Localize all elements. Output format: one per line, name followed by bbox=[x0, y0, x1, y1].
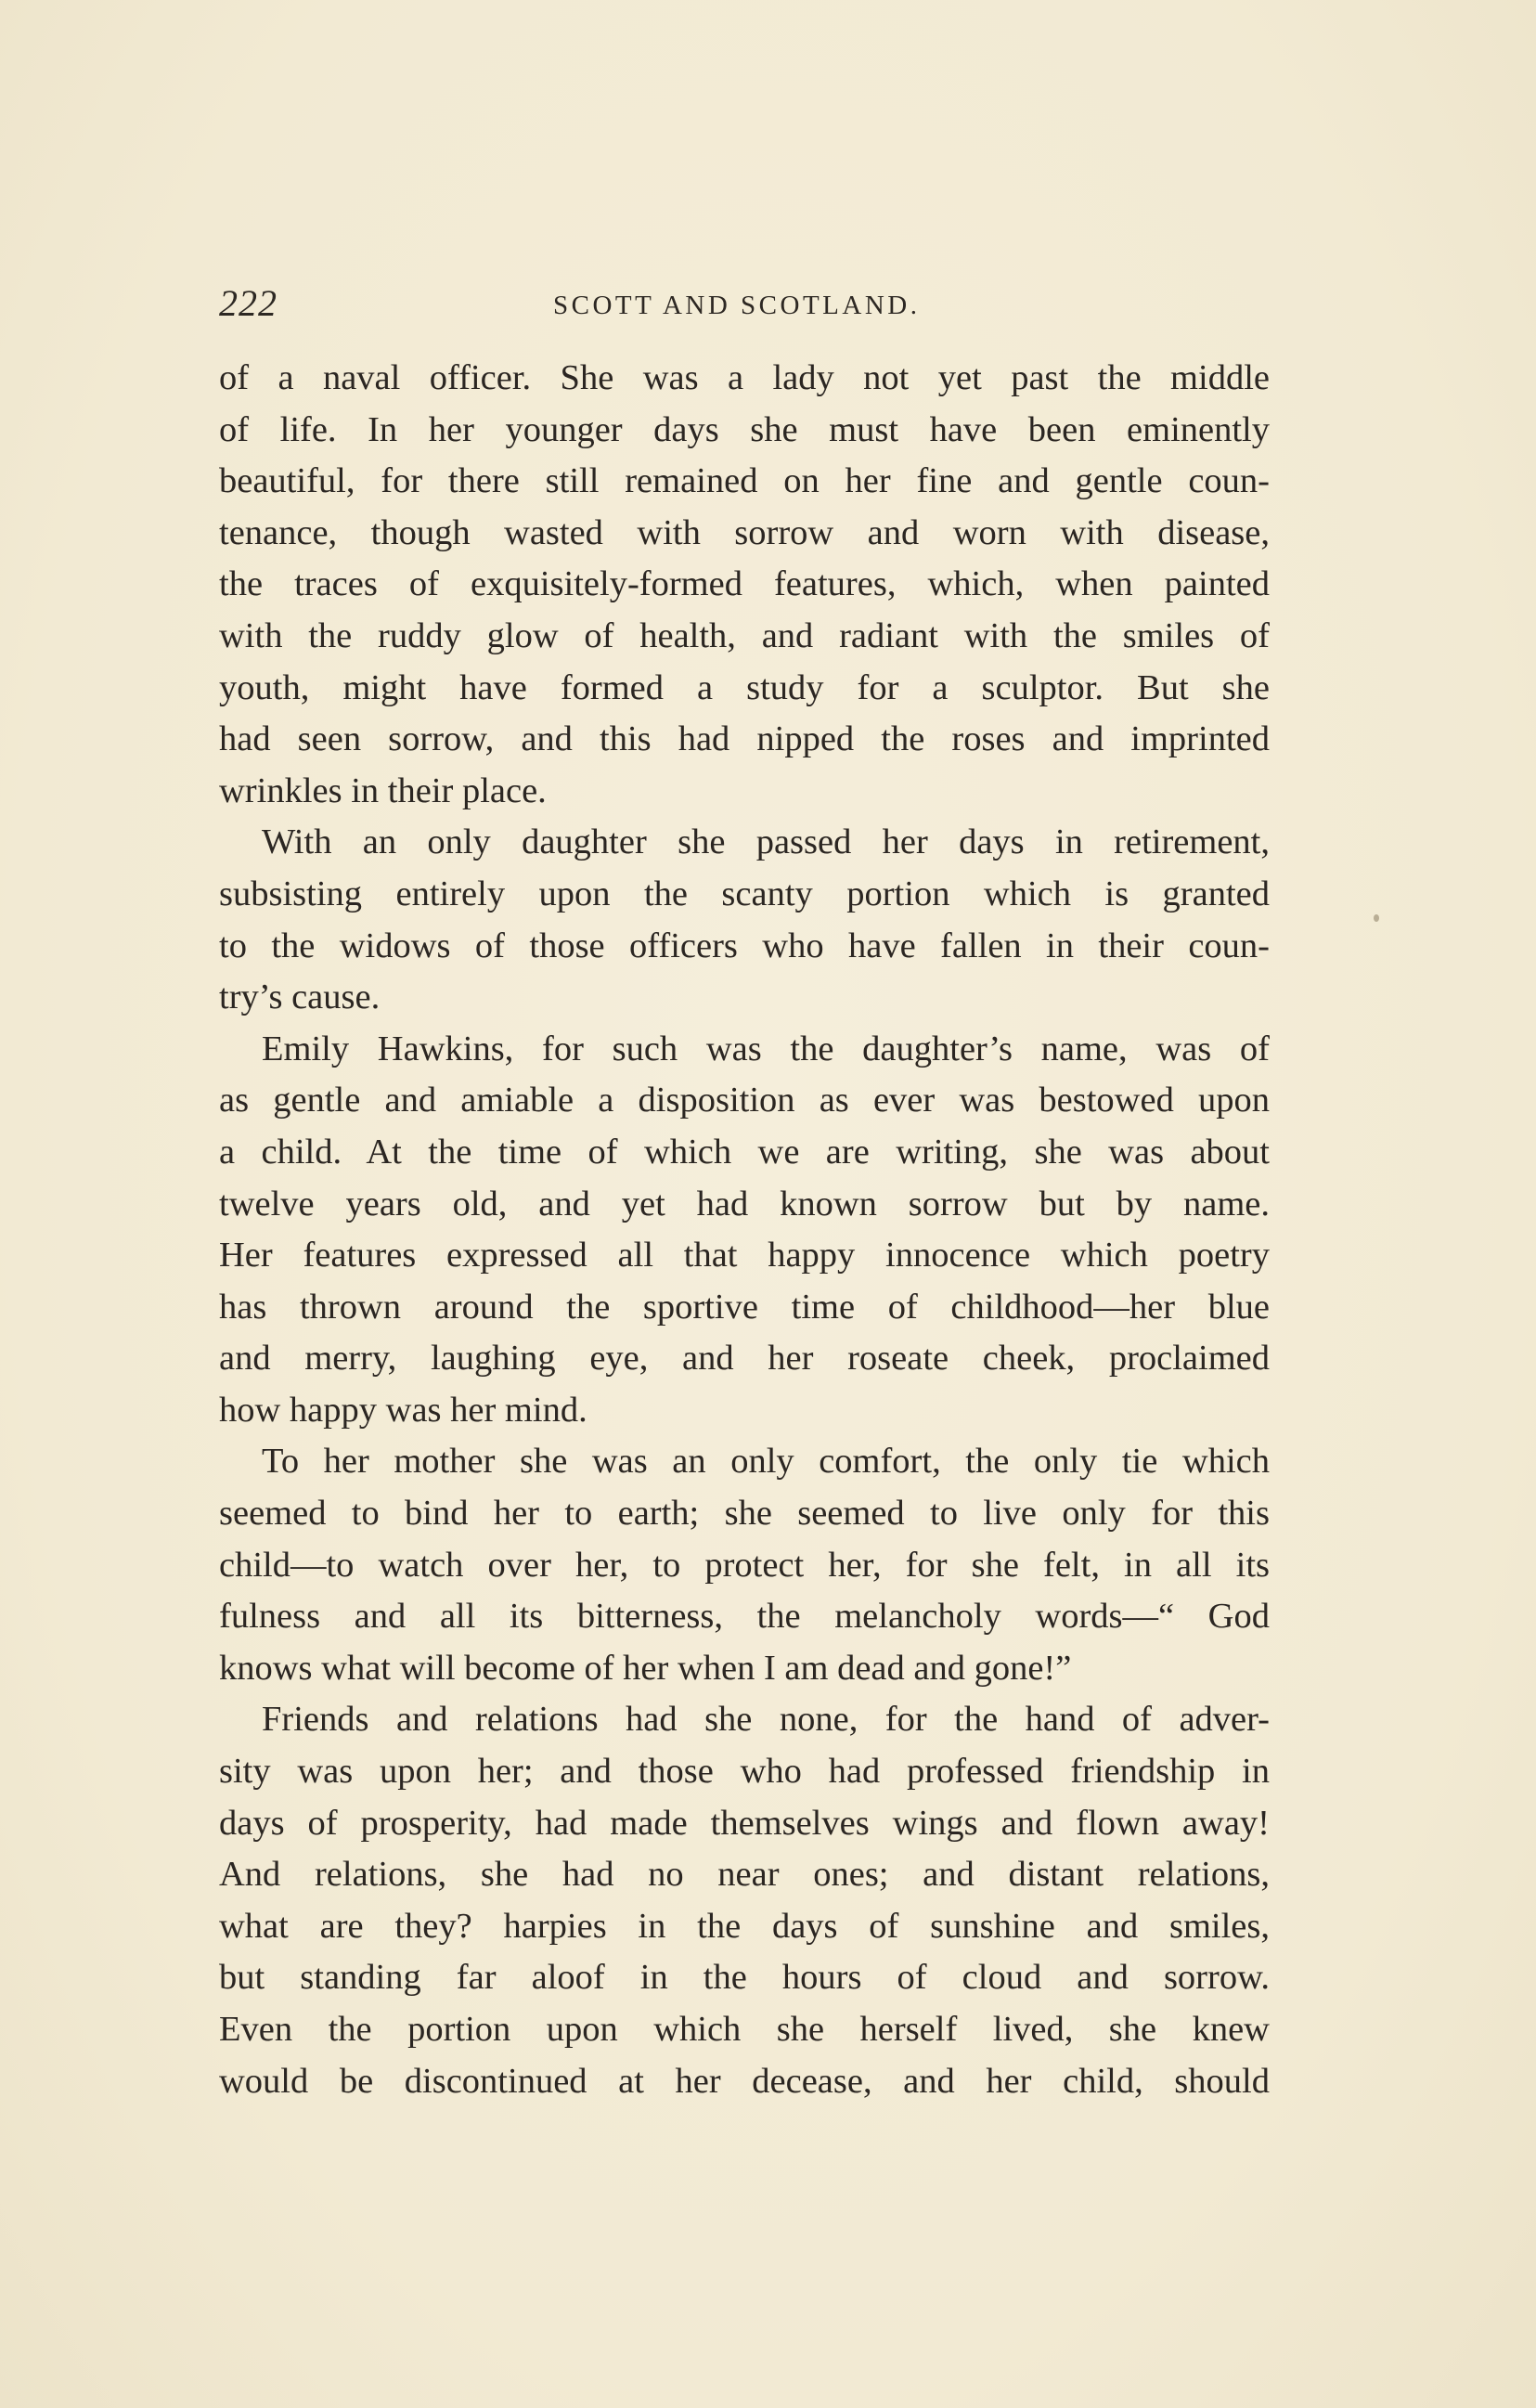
text-line: try’s cause. bbox=[219, 977, 381, 1017]
text-line: beautiful, for there still remained on her fine and gentle coun- bbox=[219, 461, 1270, 501]
page-header bbox=[219, 281, 1268, 337]
text-line: how happy was her mind. bbox=[219, 1390, 587, 1430]
text-line: Friends and relations had she none, for the hand of adver- bbox=[262, 1700, 1270, 1740]
text-line: but standing far aloof in the hours of cloud and sorrow. bbox=[219, 1958, 1270, 1998]
text-line: child—to watch over her, to protect her, for she felt, in all its bbox=[219, 1545, 1270, 1585]
text-line: days of prosperity, had made themselves wings and flown away! bbox=[219, 1803, 1270, 1843]
text-line: wrinkles in their place. bbox=[219, 770, 547, 810]
paper-speck bbox=[1374, 914, 1379, 922]
body-text bbox=[219, 353, 1270, 2107]
text-line: youth, might have formed a study for a sculptor. But she bbox=[219, 667, 1270, 707]
text-line: the traces of exquisitely-formed features, which, when painted bbox=[219, 564, 1270, 604]
text-line: sity was upon her; and those who had professed friendship in bbox=[219, 1752, 1270, 1792]
text-line: Emily Hawkins, for such was the daughter’s name, was of bbox=[262, 1029, 1270, 1068]
text-line: and merry, laughing eye, and her roseate cheek, proclaimed bbox=[219, 1339, 1270, 1379]
text-line: a child. At the time of which we are writing, she was about bbox=[219, 1132, 1270, 1172]
page-number: 222 bbox=[219, 282, 278, 324]
text-line: tenance, though wasted with sorrow and worn with disease, bbox=[219, 512, 1270, 552]
text-line: would be discontinued at her decease, and her child, should bbox=[219, 2061, 1270, 2101]
text-line: had seen sorrow, and this had nipped the roses and imprinted bbox=[219, 719, 1270, 759]
running-head: SCOTT AND SCOTLAND. bbox=[553, 291, 921, 320]
text-line: To her mother she was an only comfort, the only tie which bbox=[262, 1442, 1270, 1482]
text-line: fulness and all its bitterness, the melancholy words—“ God bbox=[219, 1597, 1270, 1637]
text-line: twelve years old, and yet had known sorrow but by name. bbox=[219, 1184, 1270, 1223]
text-line: to the widows of those officers who have fallen in their coun- bbox=[219, 926, 1270, 965]
text-line: Even the portion upon which she herself lived, she knew bbox=[219, 2010, 1270, 2049]
text-line: knows what will become of her when I am dead and gone!” bbox=[219, 1648, 1072, 1688]
text-line: has thrown around the sportive time of childhood—her blue bbox=[219, 1287, 1270, 1327]
text-line: with the ruddy glow of health, and radiant with the smiles of bbox=[219, 615, 1270, 655]
text-line: what are they? harpies in the days of sunshine and smiles, bbox=[219, 1906, 1270, 1946]
text-line: as gentle and amiable a disposition as ever was bestowed upon bbox=[219, 1081, 1270, 1120]
text-line: And relations, she had no near ones; and distant relations, bbox=[219, 1855, 1270, 1895]
text-line: of life. In her younger days she must have been eminently bbox=[219, 409, 1270, 449]
text-line: of a naval officer. She was a lady not yet past the middle bbox=[219, 358, 1270, 397]
text-line: seemed to bind her to earth; she seemed to live only for this bbox=[219, 1494, 1270, 1534]
text-line: Her features expressed all that happy innocence which poetry bbox=[219, 1236, 1270, 1275]
text-line: With an only daughter she passed her days in retirement, bbox=[262, 822, 1270, 862]
text-line: subsisting entirely upon the scanty portion which is granted bbox=[219, 874, 1270, 913]
